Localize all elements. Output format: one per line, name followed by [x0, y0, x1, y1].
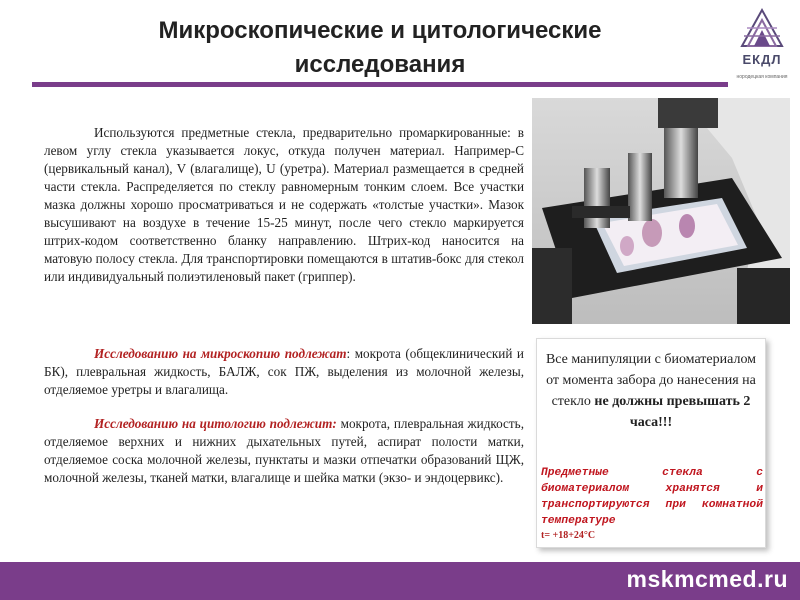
logo-subtitle: нородецкая компания: [736, 74, 788, 80]
microscopy-list: : мокрота (общеклинический и БК), плевральная жидкость, БАЛЖ, сок ПЖ, выделения из молочной железы, отделяемое уретры и влагалища.: [44, 346, 524, 397]
footer-site-link[interactable]: mskmcmed.ru: [626, 566, 788, 592]
title-line-2: исследования: [294, 51, 466, 78]
note-storage: Предметные стекла с биоматериалом хранятся и транспортируются при комнатной температуре: [541, 467, 763, 527]
paragraph-cytology: [44, 415, 524, 487]
paragraph-sample-prep: Используются предметные стекла, предварительно промаркированные: в левом углу стекла указывается локус, откуда получен материал. Например-C (цервикальный канал), V (влагалище), U (уретра). Материал размещается в средней части стекла. Распределяется по стеклу равномерным тонким слоем. Все участки мазка должны хорошо просматриваться и не содержать «толстые участки». Мазок высушивают на воздухе в течение 15-25 минут, после чего стекло маркируется штрих-кодом соответственно бланку направлению. Штрих-код наносится на матовую полосу стекла. Для транспортировки помещаются в штатив-бокс для стекол или индивидуальный полиэтиленовый пакет (гриппер).: [44, 125, 524, 284]
note-time-limit: [545, 349, 757, 433]
paragraph-microscopy: [44, 345, 524, 399]
footer-bar: [0, 562, 800, 600]
note-time-limit-bold: не должны превышать 2 часа!!!: [594, 394, 751, 430]
title-underline: [32, 82, 728, 87]
cytology-list: мокрота, плевральная жидкость, отделяемое верхних и нижних дыхательных путей, аспират полости матки, отделяемое соска молочной железы, пунктаты и мазки отпечатки образований ЩЖ, молочной железы, тканей матки, влагалище и шейка матки (экзо- и эндоцервикс).: [44, 416, 524, 485]
title-line-1: Микроскопические и цитологические: [158, 17, 602, 44]
logo-emblem-icon: [734, 6, 790, 52]
logo-name: ЕКДЛ: [742, 52, 782, 67]
note-box: [536, 338, 766, 548]
company-logo: [734, 6, 790, 88]
microscope-photo: [532, 98, 790, 324]
note-time-limit-text: Все манипуляции с биоматериалом от момента забора до нанесения на стекло: [545, 352, 757, 409]
microscope-image-icon: [532, 98, 790, 324]
cytology-heading: Исследованию на цитологию подлежит:: [94, 416, 337, 431]
slide-title: [60, 14, 700, 82]
note-temperature: t= +18+24°С: [541, 530, 596, 541]
microscopy-heading: Исследованию на микроскопию подлежат: [94, 346, 347, 361]
